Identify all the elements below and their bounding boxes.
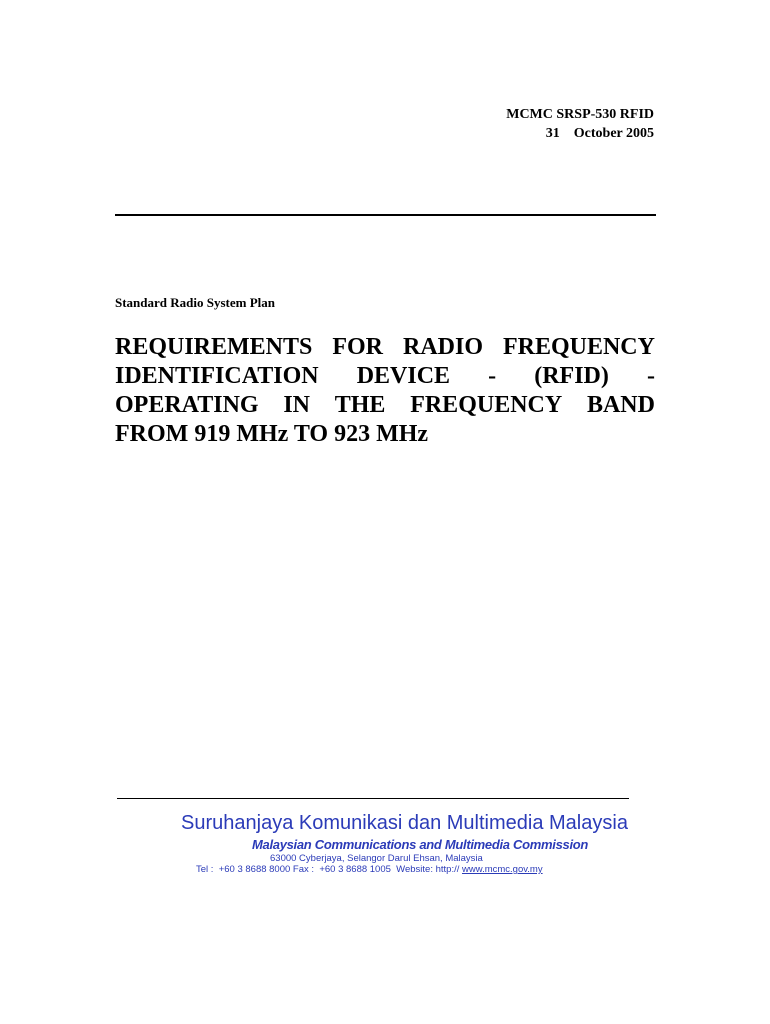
title-word: OPERATING [115, 392, 259, 418]
contact-details: Tel : +60 3 8688 8000 Fax : +60 3 8688 1005 Website: http:// [196, 864, 463, 875]
title-word: FREQUENCY [410, 392, 563, 418]
title-line [115, 362, 655, 391]
title-word: RADIO [402, 334, 483, 360]
document-title [115, 333, 655, 449]
title-word: IDENTIFICATION [115, 363, 319, 389]
title-word: DEVICE [356, 363, 451, 389]
title-word: FREQUENCY [502, 334, 655, 360]
title-line [115, 333, 655, 362]
title-word: FOR [332, 334, 384, 360]
title-word: (RFID) [534, 363, 609, 389]
title-word: - [646, 363, 655, 389]
top-divider [115, 214, 656, 216]
org-name-malay: Suruhanjaya Komunikasi dan Multimedia Malaysia [181, 812, 628, 834]
website-link[interactable]: www.mcmc.gov.my [462, 864, 543, 875]
title-word: - [488, 363, 497, 389]
title-word: BAND [586, 392, 655, 418]
document-reference [506, 105, 654, 143]
title-line [115, 391, 655, 420]
document-date: 31 October 2005 [545, 126, 654, 141]
title-word: REQUIREMENTS [115, 334, 313, 360]
title-word: FROM 919 MHz TO 923 MHz [115, 421, 429, 447]
title-word: IN [283, 392, 310, 418]
reference-number: MCMC SRSP-530 RFID [506, 107, 654, 122]
org-name-english: Malaysian Communications and Multimedia Commission [252, 837, 589, 852]
org-contact [196, 864, 543, 875]
title-word: THE [334, 392, 386, 418]
document-subtitle: Standard Radio System Plan [115, 295, 275, 310]
bottom-divider [117, 798, 629, 799]
org-address: 63000 Cyberjaya, Selangor Darul Ehsan, Malaysia [270, 853, 483, 864]
title-line [115, 420, 655, 449]
